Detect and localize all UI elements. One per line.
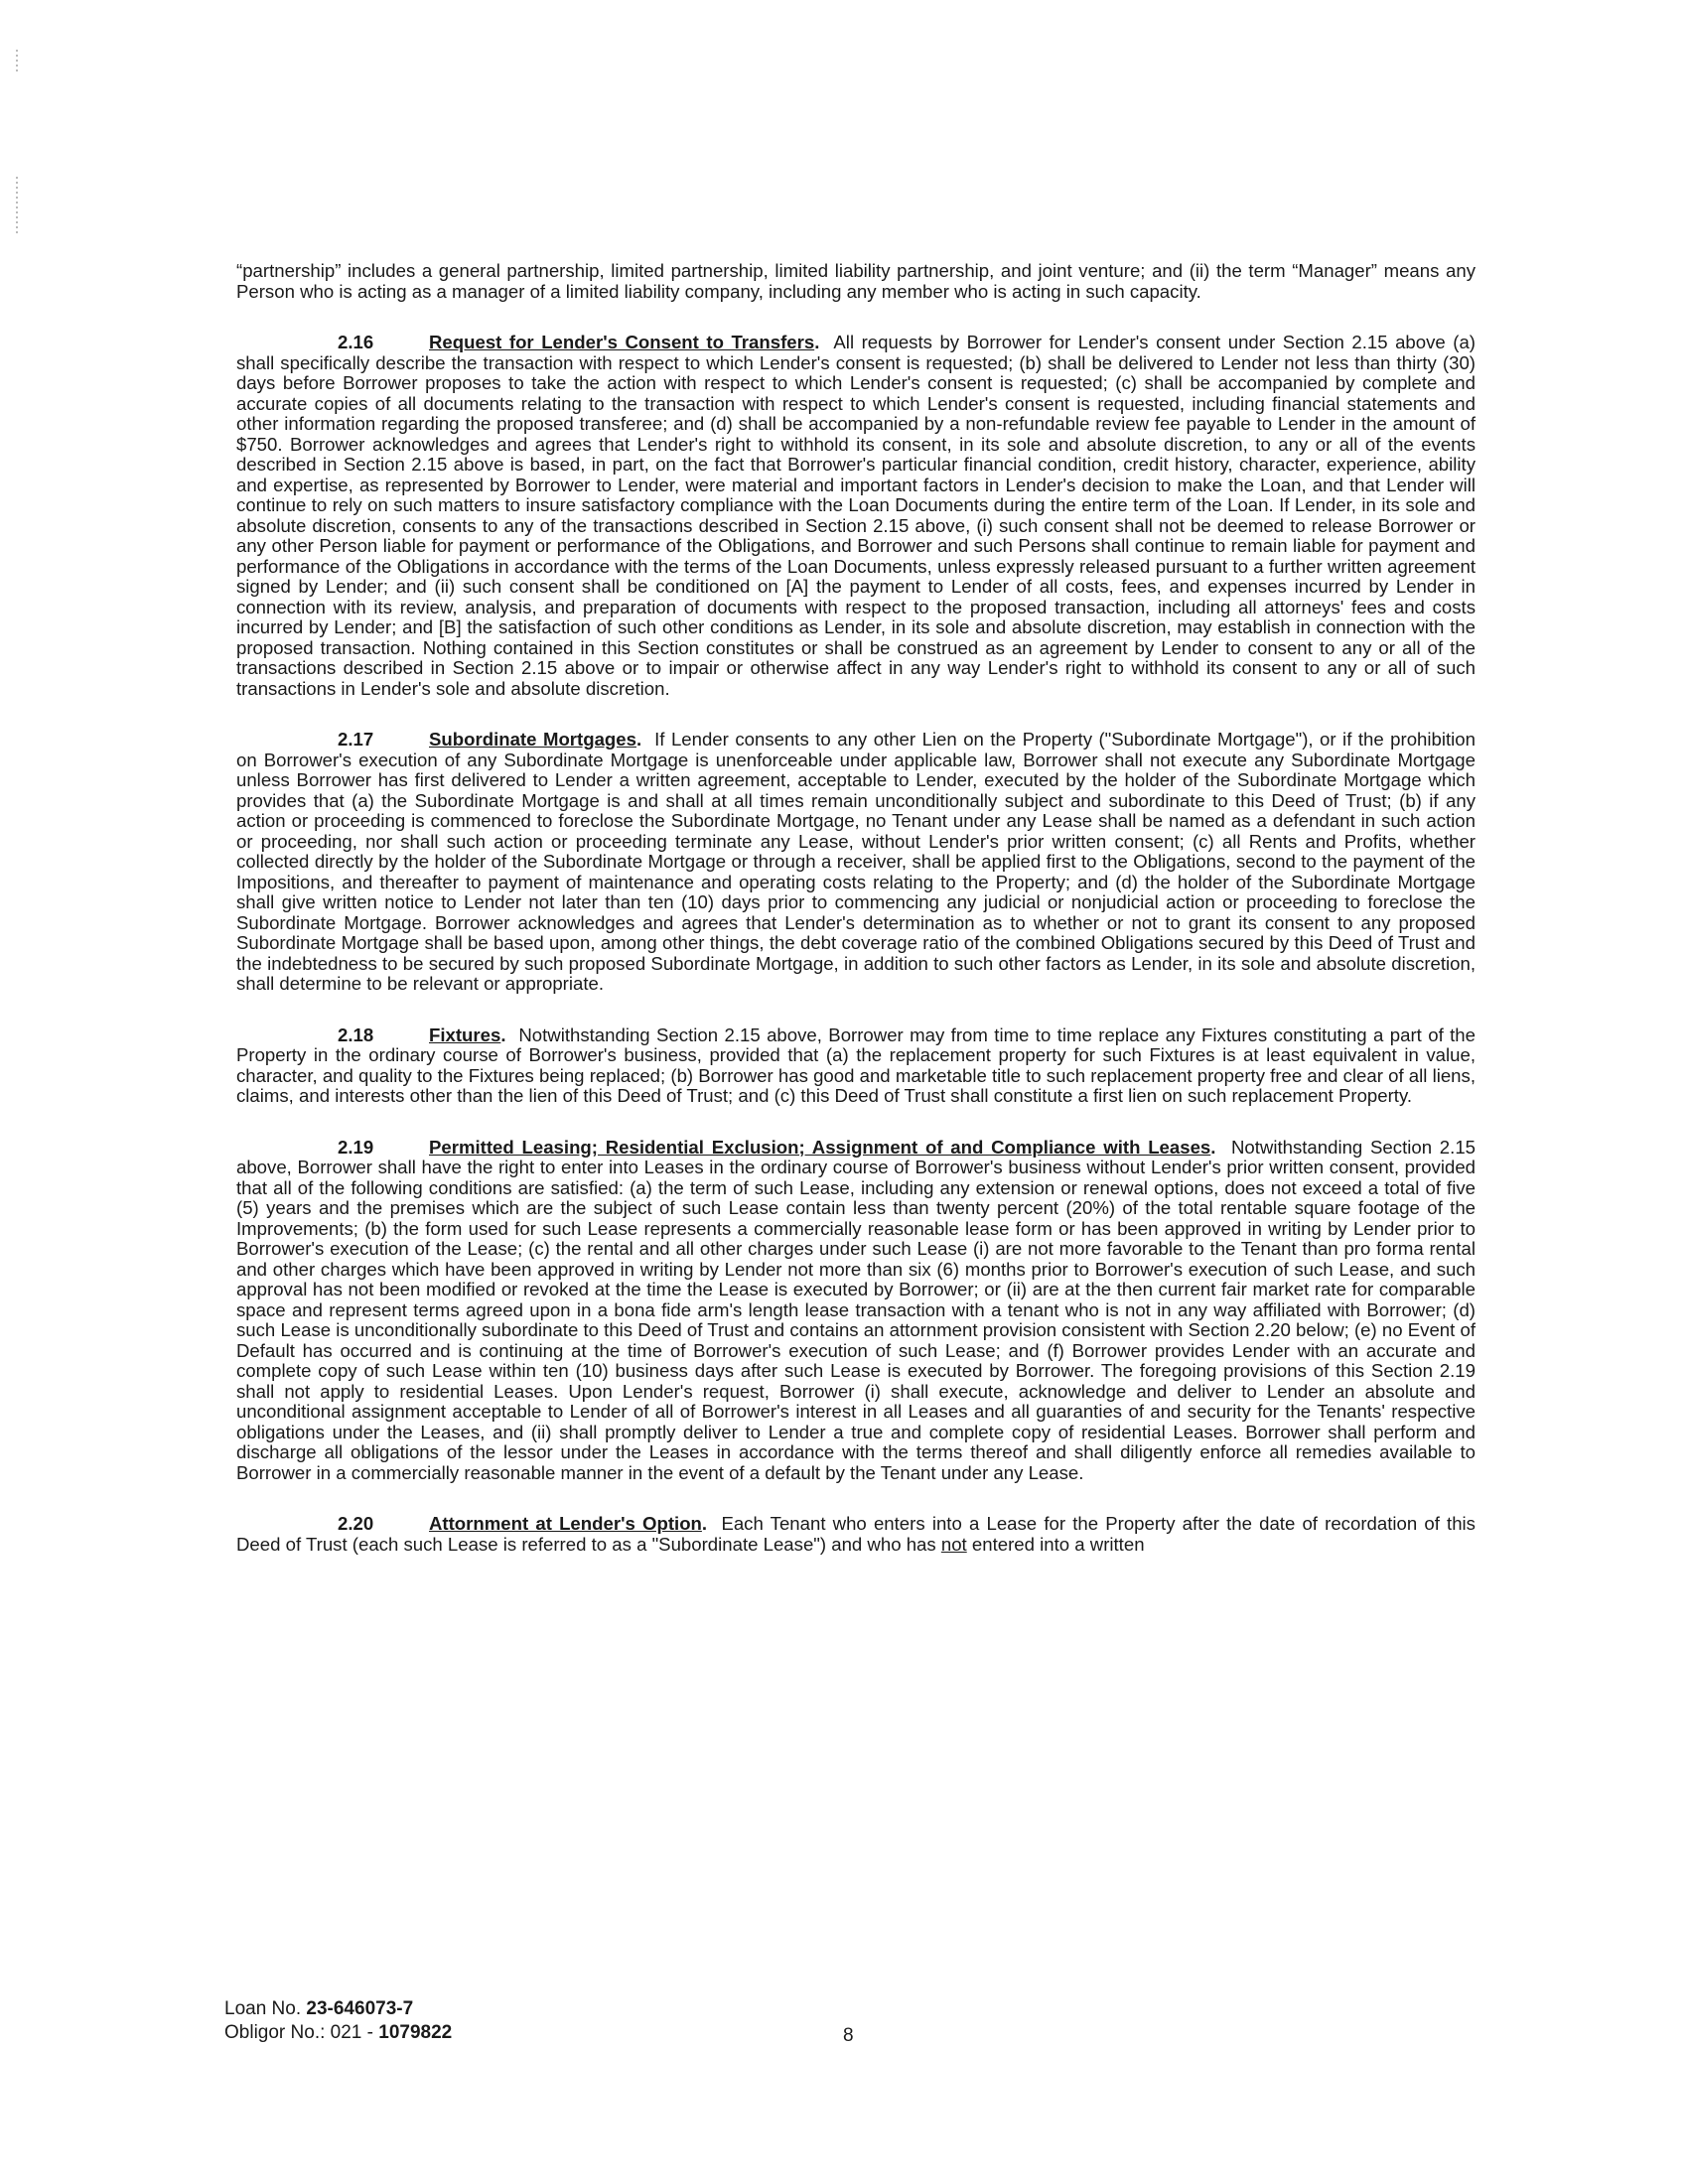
section-number: 2.16	[338, 332, 374, 352]
obligor-number-line	[224, 2021, 452, 2045]
loan-number: 23-646073-7	[306, 1998, 414, 2019]
obligor-number: 1079822	[378, 2022, 453, 2043]
section-title: Attornment at Lender's Option	[429, 1513, 702, 1534]
section-number: 2.18	[338, 1024, 374, 1045]
title-period: .	[701, 1513, 708, 1534]
section-number: 2.19	[338, 1136, 374, 1158]
intro-paragraph: “partnership” includes a general partnership, limited partnership, limited liability partnership, and joint venture; and (ii) the term “Manager” means any Person who is acting as a manager of a limited liability company, including any member who is acting in such capacity.	[236, 260, 1476, 302]
section-title: Request for Lender's Consent to Transfers	[429, 332, 815, 352]
section-2-17	[236, 730, 1476, 995]
section-body: Notwithstanding Section 2.15 above, Borrower may from time to time replace any Fixtures constituting a part of the Property in the ordinary course of Borrower's business, provided that (a) the replacement property for such Fixtures is at least equivalent in value, character, and quality to the Fixtures being replaced; (b) Borrower has good and marketable title to such replacement property free and clear of all liens, claims, and interests other than the lien of this Deed of Trust; and (c) this Deed of Trust shall constitute a first lien on such replacement Property.	[236, 1024, 1476, 1106]
loan-label: Loan No.	[224, 1998, 307, 2019]
section-body-start: Each Tenant who enters into a Lease for the Property after the date of recordation of this Deed of Trust (each such Lease is referred to as a "Subordinate Lease") and who has	[236, 1513, 1476, 1555]
footer-loan-info	[224, 1997, 452, 2045]
document-body	[236, 261, 1476, 1555]
loan-number-line	[224, 1997, 452, 2021]
section-body: If Lender consents to any other Lien on the Property ("Subordinate Mortgage"), or if the prohibition on Borrower's execution of any Subordinate Mortgage is unenforceable under applicable law, Borrower shall not execute any Subordinate Mortgage unless Borrower has first delivered to Lender a written agreement, acceptable to Lender, executed by the holder of the Subordinate Mortgage which provides that (a) the Subordinate Mortgage is and shall at all times remain unconditionally subject and subordinate to this Deed of Trust; (b) if any action or proceeding is commenced to foreclose the Subordinate Mortgage, no Tenant under any Lease shall be named as a defendant in such action or proceeding, nor shall such action or proceeding terminate any Lease, without Lender's prior written consent; (c) all Rents and Profits, whether collected directly by the holder of the Subordinate Mortgage or through a receiver, shall be applied first to the Obligations, second to the payment of the Impositions, and thereafter to payment of maintenance and operating costs relating to the Property; and (d) the holder of the Subordinate Mortgage shall give written notice to Lender not later than ten (10) days prior to commencing any judicial or nonjudicial action or proceeding to foreclose the Subordinate Mortgage. Borrower acknowledges and agrees that Lender's determination as to whether or not to grant its consent to any proposed Subordinate Mortgage shall be based upon, among other things, the debt coverage ratio of the combined Obligations secured by this Deed of Trust and the indebtedness to be secured by such proposed Subordinate Mortgage, in addition to such other factors as Lender, in its sole and absolute discretion, shall determine to be relevant or appropriate.	[236, 729, 1476, 994]
section-number: 2.17	[338, 729, 374, 750]
section-body: Notwithstanding Section 2.15 above, Borrower shall have the right to enter into Leases in the ordinary course of Borrower's business without Lender's prior written consent, provided that all of the following conditions are satisfied: (a) the term of such Lease, including any extension or renewal options, does not exceed a total of five (5) years and the premises which are the subject of such Lease contain less than twenty percent (20%) of the total rentable square footage of the Improvements; (b) the form used for such Lease represents a commercially reasonable lease form or has been approved in writing by Lender prior to Borrower's execution of the Lease; (c) the rental and all other charges under such Lease (i) are not more favorable to the Tenant than pro forma rental and other charges which have been approved in writing by Lender not more than six (6) months prior to Borrower's execution of such Lease, and such approval has not been modified or revoked at the time the Lease is executed by Borrower; or (ii) are at the then current fair market rate for comparable space and represent terms agreed upon in a bona fide arm's length lease transaction with a tenant who is not in any way affiliated with Borrower; (d) such Lease is unconditionally subordinate to this Deed of Trust and contains an attornment provision consistent with Section 2.20 below; (e) no Event of Default has occurred and is continuing at the time of Borrower's execution of such Lease; and (f) Borrower provides Lender with an accurate and complete copy of such Lease within ten (10) business days after such Lease is executed by Borrower. The foregoing provisions of this Section 2.19 shall not apply to residential Leases. Upon Lender's request, Borrower (i) shall execute, acknowledge and deliver to Lender an absolute and unconditional assignment acceptable to Lender of all of Borrower's interest in all Leases and all guaranties of and security for the Tenants' respective obligations under the Leases, and (ii) shall promptly deliver to Lender a true and complete copy of residential Leases. Borrower shall perform and discharge all obligations of the lessor under the Leases in accordance with the terms thereof and shall diligently enforce all remedies available to Borrower in a commercially reasonable manner in the event of a default by the Tenant under any Lease.	[236, 1136, 1476, 1483]
section-title: Permitted Leasing; Residential Exclusion; Assignment of and Compliance with Leases	[429, 1136, 1211, 1158]
section-title: Subordinate Mortgages	[429, 729, 636, 750]
section-2-19	[236, 1138, 1476, 1484]
section-2-20	[236, 1514, 1476, 1555]
section-body-end: entered into a written	[966, 1533, 1145, 1555]
page-number: 8	[843, 2025, 854, 2046]
section-number: 2.20	[338, 1513, 374, 1534]
title-period: .	[500, 1024, 506, 1045]
scan-mark-top	[16, 50, 18, 71]
section-body: All requests by Borrower for Lender's consent under Section 2.15 above (a) shall specifically describe the transaction with respect to which Lender's consent is requested; (b) shall be delivered to Lender not less than thirty (30) days before Borrower proposes to take the action with respect to which Lender's consent is requested; (c) shall be accompanied by complete and accurate copies of all documents relating to the transaction with respect to which Lender's consent is requested, including financial statements and other information regarding the proposed transferee; and (d) shall be accompanied by a non-refundable review fee payable to Lender in the amount of $750. Borrower acknowledges and agrees that Lender's right to withhold its consent, in its sole and absolute discretion, to any or all of the events described in Section 2.15 above is based, in part, on the fact that Borrower's particular financial condition, credit history, character, experience, ability and expertise, as represented by Borrower to Lender, were material and important factors in Lender's decision to make the Loan, and that Lender will continue to rely on such matters to insure satisfactory compliance with the Loan Documents during the entire term of the Loan. If Lender, in its sole and absolute discretion, consents to any of the transactions described in Section 2.15 above, (i) such consent shall not be deemed to release Borrower or any other Person liable for payment or performance of the Obligations, and Borrower and such Persons shall continue to remain liable for payment and performance of the Obligations in accordance with the terms of the Loan Documents, unless expressly released pursuant to a further written agreement signed by Lender; and (ii) such consent shall be conditioned on [A] the payment to Lender of all costs, fees, and expenses incurred by Lender in connection with its review, analysis, and preparation of documents with respect to the proposed transaction, including all attorneys' fees and costs incurred by Lender; and [B] the satisfaction of such other conditions as Lender, in its sole and absolute discretion, may establish in connection with the proposed transaction. Nothing contained in this Section constitutes or shall be construed as an agreement by Lender to consent to any or all of the transactions described in Section 2.15 above or to impair or otherwise affect in any way Lender's right to withhold its consent to any or all of such transactions in Lender's sole and absolute discretion.	[236, 332, 1476, 699]
emphasized-word: not	[940, 1533, 967, 1555]
obligor-label: Obligor No.: 021 -	[224, 2022, 379, 2043]
section-2-16	[236, 333, 1476, 699]
section-title: Fixtures	[429, 1024, 501, 1045]
title-period: .	[1210, 1136, 1216, 1158]
title-period: .	[635, 729, 642, 750]
scan-mark-middle	[16, 177, 18, 236]
title-period: .	[814, 332, 820, 352]
section-2-18	[236, 1025, 1476, 1107]
